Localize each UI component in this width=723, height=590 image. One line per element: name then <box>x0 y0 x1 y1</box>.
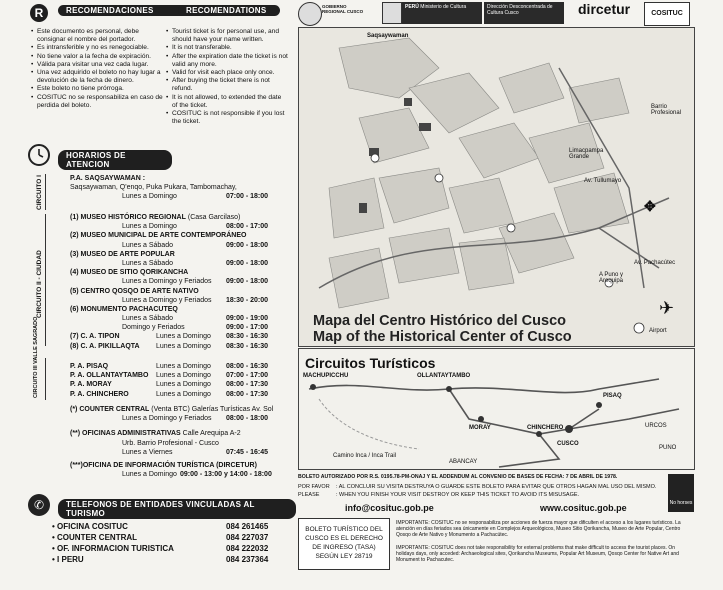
hours: 08:30 - 16:30 <box>226 342 269 350</box>
shield-icon <box>382 2 402 24</box>
days: Lunes a Sábado <box>122 259 173 267</box>
list-item: • After buying the ticket there is not refund. <box>166 77 288 93</box>
telefonos-title: TELEFONOS DE ENTIDADES VINCULADAS AL TURISMO <box>58 499 296 519</box>
office-extra: Urb. Barrio Profesional - Cusco <box>122 439 219 447</box>
importante-es: IMPORTANTE: COSITUC no se responsabiliza por acciones de fuerza mayor que dificulten el acceso a los lugares turísticos. La atención en días feriados sea únicamente en Complejos Arqueológicos, Museo Sitio Qorikancha, Museo de Arte Popular, Centro Qosqo de Arte Nativo y Monumento a Pachacútec. <box>396 520 681 538</box>
office-extra: Calle Arequipa A-2 <box>182 430 241 438</box>
place-name: P. A. CHINCHERO <box>70 390 129 398</box>
map-label-airport: Airport <box>649 328 667 334</box>
circuitos-map <box>298 348 695 470</box>
days: Lunes a Domingo <box>156 342 211 350</box>
list-item: • After the expiration date the ticket is not valid any more. <box>166 53 288 69</box>
days: Lunes a Domingo y Feriados <box>122 278 212 286</box>
phone-name: COUNTER CENTRAL <box>57 533 138 542</box>
days: Lunes a Domingo <box>156 381 211 389</box>
hours: 08:00 - 16:30 <box>226 363 269 370</box>
place-name: P. A. PISAQ <box>70 363 109 370</box>
place-label: PISAQ <box>603 393 622 399</box>
circuitos-title: Circuitos Turísticos <box>305 355 436 371</box>
days: Lunes a Viernes <box>122 448 173 456</box>
map-label-pachacutec: Av. Pachacútec <box>634 260 676 266</box>
historic-center-map <box>298 27 695 347</box>
recomendaciones-list-es <box>31 28 165 110</box>
boleto-ley-box <box>298 518 390 570</box>
recommendations-title: RECOMENDATIONS <box>178 5 280 16</box>
logo-ministerio <box>402 2 482 24</box>
city-map-graphic <box>299 28 694 346</box>
place-label: MACHUPICCHU <box>303 373 349 379</box>
phone-number: 084 237364 <box>226 555 269 564</box>
phone-row: • I PERU <box>52 555 84 564</box>
list-item: • It is not transferable. <box>166 44 288 52</box>
circuito-3-block <box>70 362 282 399</box>
phone-number: 084 227037 <box>226 533 269 542</box>
hours: 09:00 - 19:00 <box>226 315 269 323</box>
phone-number: 084 261465 <box>226 522 269 531</box>
days: Lunes a Domingo <box>156 372 211 380</box>
hours: 09:00 - 13:00 y 14:00 - 18:00 <box>180 471 272 479</box>
por-favor-label: POR FAVOR <box>298 484 330 490</box>
place-name: (8) C. A. PIKILLAQTA <box>70 342 140 350</box>
north-arrow-icon: ✥ <box>644 198 656 214</box>
map-label-barrio-profesional: Barrio Profesional <box>651 104 682 116</box>
email-link[interactable]: info@cosituc.gob.pe <box>345 503 434 513</box>
place-label: URCOS <box>645 423 667 429</box>
list-item: • Válida para visitar una vez cada lugar. <box>31 61 165 69</box>
place-name: (3) MUSEO DE ARTE POPULAR <box>70 250 175 258</box>
place-name: P. A. MORAY <box>70 381 112 389</box>
days: Lunes a Domingo <box>122 223 177 231</box>
clock-icon <box>28 144 50 166</box>
phone-name: OFICINA COSITUC <box>57 522 128 531</box>
hours: 07:45 - 16:45 <box>226 448 269 456</box>
phone-row: • COUNTER CENTRAL <box>52 533 138 542</box>
place-sub: Saqsaywaman, Q'enqo, Puka Pukara, Tambomachay, <box>70 184 237 192</box>
place-name: (4) MUSEO DE SITIO QORIKANCHA <box>70 269 189 277</box>
map-label-puno-arequipa: A Puno y Arequipa <box>599 272 624 284</box>
recomendaciones-title: RECOMENDACIONES <box>58 5 194 16</box>
place-label: PUNO <box>659 445 677 451</box>
days: Lunes a Domingo y Feriados <box>122 296 212 304</box>
circuito-2-block <box>70 213 282 351</box>
place-name: (5) CENTRO QOSQO DE ARTE NATIVO <box>70 287 199 295</box>
list-item: • Tourist ticket is for personal use, and should have your name written. <box>166 28 288 44</box>
place-name: (6) MONUMENTO PACHACUTEQ <box>70 305 178 313</box>
hours: 09:00 - 18:00 <box>226 241 269 249</box>
place-name: (2) MUSEO MUNICIPAL DE ARTE CONTEMPORÁNEO <box>70 232 247 240</box>
days: Domingo y Feriados <box>122 324 185 332</box>
ministerio-label: Ministerio de Cultura <box>420 4 467 10</box>
days: Lunes a Domingo <box>122 471 177 479</box>
days: Lunes a Domingo <box>156 363 211 370</box>
place-name: P. A. OLLANTAYTAMBO <box>70 372 149 380</box>
hours: 08:00 - 17:00 <box>226 223 269 231</box>
please-label: PLEASE <box>298 492 320 498</box>
please-text: : WHEN YOU FINISH YOUR VISIT DESTROY OR KEEP THIS TICKET TO AVOID ITS MISUSAGE. <box>336 492 580 498</box>
map-title-es: Mapa del Centro Histórico del Cusco <box>313 313 566 329</box>
hours: 09:00 - 18:00 <box>226 278 269 286</box>
place-name: (7) C. A. TIPON <box>70 333 120 341</box>
recomendaciones-list-en <box>166 28 288 126</box>
circuito-2-label: CIRCUITO II - CIUDAD <box>36 250 43 318</box>
hours: 08:00 - 17:30 <box>226 381 269 389</box>
phone-name: I PERU <box>57 555 84 564</box>
list-item: • Una vez adquirido el boleto no hay lugar a devolución de la fecha de dinero. <box>31 69 165 85</box>
place-label: MORAY <box>469 425 491 431</box>
circuito-1-block <box>70 174 282 202</box>
phone-icon: ✆ <box>28 494 50 516</box>
logo-direccion: Dirección Desconcentrada de Cultura Cusco <box>484 2 564 24</box>
office-name: (*) COUNTER CENTRAL <box>70 406 150 413</box>
airplane-icon: ✈ <box>659 298 675 318</box>
list-item: • Este documento es personal, debe consignar el nombre del portador. <box>31 28 165 44</box>
place-name: (1) MUSEO HISTÓRICO REGIONAL <box>70 214 186 221</box>
circuito-1-label: CIRCUITO I <box>36 175 43 210</box>
phone-row: • OFICINA COSITUC <box>52 522 128 531</box>
logo-dircetur: dircetur <box>578 1 631 17</box>
hours: 08:30 - 16:30 <box>226 333 269 341</box>
hours: 07:00 - 18:00 <box>226 193 269 201</box>
hours: 18:30 - 20:00 <box>226 296 269 304</box>
r-badge: R <box>30 4 48 22</box>
map-title-en: Map of the Historical Center of Cusco <box>313 329 572 345</box>
phone-row: • OF. INFORMACION TURISTICA <box>52 544 174 553</box>
office-name: (***)OFICINA DE INFORMACIÓN TURÍSTICA (DIRCETUR) <box>70 461 257 469</box>
logo-gobierno: GOBIERNO REGIONAL CUSCO <box>322 4 364 14</box>
box-line: CUSCO ES EL DERECHO <box>305 535 383 542</box>
hours: 09:00 - 18:00 <box>226 259 269 267</box>
list-item: • It is not allowed, to extended the date of the ticket. <box>166 94 288 110</box>
logo-cosituc: COSITUC <box>644 2 690 26</box>
days: Lunes a Sábado <box>122 315 173 323</box>
hours: 08:00 - 17:30 <box>226 390 269 398</box>
office-name: (**) OFICINAS ADMINISTRATIVAS <box>70 430 181 438</box>
peru-label: PERÚ <box>405 4 419 10</box>
hours: 09:00 - 17:00 <box>226 324 269 332</box>
map-label-limacpampa: Limacpampa Grande <box>569 148 604 160</box>
box-line: BOLETO TURÍSTICO DEL <box>305 526 383 533</box>
web-link[interactable]: www.cosituc.gob.pe <box>540 503 627 513</box>
box-line: SEGÚN LEY 28719 <box>315 553 373 560</box>
horarios-title: HORARIOS DE ATENCION <box>58 150 172 170</box>
hours: 07:00 - 17:00 <box>226 372 269 380</box>
coat-of-arms-icon <box>298 2 322 26</box>
phone-number: 084 222032 <box>226 544 269 553</box>
list-item: • Este boleto no tiene prórroga. <box>31 85 165 93</box>
days: Lunes a Domingo y Feriados <box>122 415 212 423</box>
no-horses-label: No horses <box>669 500 693 506</box>
place-label: Camino Inca / Inca Trail <box>333 453 397 459</box>
map-label-tullumayo: Av. Tullumayo <box>584 178 622 184</box>
days: Lunes a Domingo <box>156 390 211 398</box>
por-favor-text: : AL CONCLUIR SU VISITA DESTRUYA O GUARDE ESTE BOLETO PARA EVITAR QUE OTROS HAGAN MAL USO DEL MISMO. <box>336 484 657 490</box>
place-label: OLLANTAYTAMBO <box>417 373 471 379</box>
days: Lunes a Sábado <box>122 241 173 249</box>
place-label: CHINCHERO <box>527 425 564 431</box>
days: Lunes a Domingo <box>156 333 211 341</box>
office-extra: (Venta BTC) Galerías Turísticas Av. Sol <box>151 406 274 413</box>
importante-en: IMPORTANTE: COSITUC does not take responsibility for external problems that make difficult to access the tourist places. On holidays days, only acceded: Archaeological sites, Qorikancha Museums, Popular Art Museum, Qosqo Center for Native Art and Monument to Pachacutec. <box>396 545 679 563</box>
autorizado-text: BOLETO AUTORIZADO POR R.S. 0195.78-PM-ONAJ Y EL ADDENDUM AL CONVENIO DE BASES DE FECHA: 7 DE ABRIL DE 1978. <box>298 474 618 480</box>
place-label: CUSCO <box>557 441 579 447</box>
list-item: • COSITUC no se responsabiliza en caso de perdida del boleto. <box>31 94 165 110</box>
list-item: • Valid for visit each place only once. <box>166 69 288 77</box>
box-line: DE INGRESO (TASA) <box>312 544 376 551</box>
place-label: ABANCAY <box>449 459 478 465</box>
place-extra: (Casa Garcilaso) <box>187 214 241 221</box>
place-name: P.A. SAQSAYWAMAN : <box>70 175 146 182</box>
days: Lunes a Domingo <box>122 193 177 201</box>
map-label-saqsaywaman: Saqsaywaman <box>367 33 409 39</box>
phone-name: OF. INFORMACION TURISTICA <box>57 544 174 553</box>
offices-block <box>70 405 295 479</box>
list-item: • No tiene valor a la fecha de expiración. <box>31 53 165 61</box>
list-item: • Es intransferible y no es renegociable. <box>31 44 165 52</box>
circuito-3-label: CIRCUITO III VALLE SAGRADO <box>33 316 39 398</box>
no-horses-icon <box>668 474 694 512</box>
hours: 08:00 - 18:00 <box>226 415 269 423</box>
list-item: • COSITUC is not responsible if you lost the ticket. <box>166 110 288 126</box>
